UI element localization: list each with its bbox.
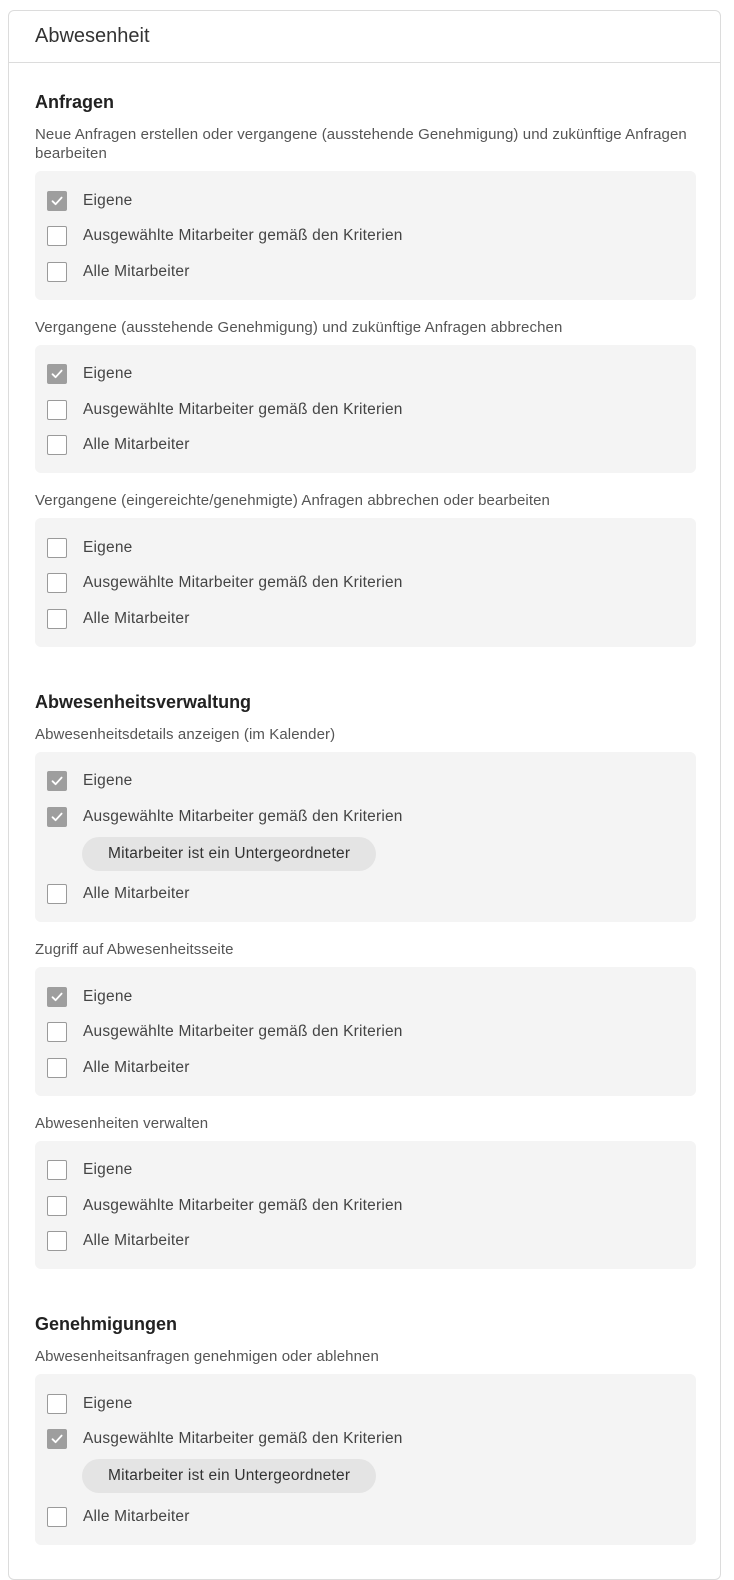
criteria-chip[interactable]: Mitarbeiter ist ein Untergeordneter (82, 1459, 376, 1493)
checkmark-icon (50, 810, 64, 824)
option-label: Ausgewählte Mitarbeiter gemäß den Kriterien (83, 807, 403, 825)
section-title: Genehmigungen (35, 1314, 178, 1334)
option-label: Ausgewählte Mitarbeiter gemäß den Kriterien (83, 400, 403, 418)
checkbox-unchecked[interactable] (47, 226, 67, 246)
permission-option[interactable] (47, 183, 696, 219)
permission-option[interactable] (47, 1224, 696, 1260)
permission-description: Vergangene (eingereichte/genehmigte) Anfragen abbrechen oder bearbeiten (35, 492, 550, 509)
permission-option-group (35, 1374, 696, 1545)
option-label: Alle Mitarbeiter (83, 1058, 190, 1076)
checkbox-unchecked[interactable] (47, 609, 67, 629)
permission-description: Abwesenheitsanfragen genehmigen oder ablehnen (35, 1348, 379, 1365)
checkbox-unchecked[interactable] (47, 538, 67, 558)
checkbox-checked[interactable] (47, 364, 67, 384)
permission-option-group (35, 518, 696, 647)
checkmark-icon (50, 990, 64, 1004)
checkbox-unchecked[interactable] (47, 573, 67, 593)
permission-option[interactable] (47, 428, 696, 464)
option-label: Alle Mitarbeiter (83, 1507, 190, 1525)
option-label: Alle Mitarbeiter (83, 885, 190, 903)
option-label: Ausgewählte Mitarbeiter gemäß den Kriterien (83, 1023, 403, 1041)
permission-option-group (35, 752, 696, 923)
permission-option-group (35, 345, 696, 474)
option-label: Ausgewählte Mitarbeiter gemäß den Kriterien (83, 1430, 403, 1448)
permission-option[interactable] (47, 799, 696, 835)
permission-option[interactable] (47, 254, 696, 290)
checkbox-unchecked[interactable] (47, 262, 67, 282)
permission-option[interactable] (47, 357, 696, 393)
criteria-chip[interactable]: Mitarbeiter ist ein Untergeordneter (82, 837, 376, 871)
checkbox-unchecked[interactable] (47, 1196, 67, 1216)
option-label: Eigene (83, 987, 133, 1005)
permission-option-group (35, 967, 696, 1096)
checkbox-unchecked[interactable] (47, 1507, 67, 1527)
checkmark-icon (50, 194, 64, 208)
option-label: Eigene (83, 1394, 133, 1412)
section-title: Anfragen (35, 92, 115, 112)
option-label: Eigene (83, 538, 133, 556)
permission-option[interactable] (47, 530, 696, 566)
permission-option[interactable] (47, 601, 696, 637)
permission-option[interactable] (47, 1015, 696, 1051)
option-label: Alle Mitarbeiter (83, 436, 190, 454)
permission-option[interactable] (47, 1386, 696, 1422)
checkbox-unchecked[interactable] (47, 400, 67, 420)
permission-option-group (35, 1141, 696, 1270)
option-label: Ausgewählte Mitarbeiter gemäß den Kriterien (83, 227, 403, 245)
checkbox-unchecked[interactable] (47, 1231, 67, 1251)
option-label: Alle Mitarbeiter (83, 609, 190, 627)
permission-option[interactable] (47, 1050, 696, 1086)
permission-option[interactable] (47, 877, 696, 913)
checkbox-unchecked[interactable] (47, 1394, 67, 1414)
option-label: Ausgewählte Mitarbeiter gemäß den Kriterien (83, 1196, 403, 1214)
permission-description: Zugriff auf Abwesenheitsseite (35, 941, 234, 958)
checkbox-checked[interactable] (47, 191, 67, 211)
permission-description: Abwesenheitsdetails anzeigen (im Kalender) (35, 725, 336, 743)
checkmark-icon (50, 367, 64, 381)
option-label: Ausgewählte Mitarbeiter gemäß den Kriterien (83, 574, 403, 592)
option-label: Alle Mitarbeiter (83, 1232, 190, 1250)
option-label: Eigene (83, 191, 133, 209)
checkbox-unchecked[interactable] (47, 1160, 67, 1180)
section-title: Abwesenheitsverwaltung (35, 691, 252, 712)
checkbox-checked[interactable] (47, 987, 67, 1007)
permissions-content (9, 91, 720, 1545)
permission-description: Neue Anfragen erstellen oder vergangene (ausstehende Genehmigung) und zukünftige Anfragen bearbeiten (35, 126, 687, 162)
checkbox-checked[interactable] (47, 771, 67, 791)
permission-option[interactable] (47, 764, 696, 800)
permission-option[interactable] (47, 392, 696, 428)
option-label: Eigene (83, 1161, 133, 1179)
permission-description: Vergangene (ausstehende Genehmigung) und zukünftige Anfragen abbrechen (35, 318, 563, 336)
absence-permissions-card (8, 10, 721, 1580)
checkmark-icon (50, 774, 64, 788)
option-label: Alle Mitarbeiter (83, 262, 190, 280)
permission-option[interactable] (47, 219, 696, 255)
permission-option[interactable] (47, 979, 696, 1015)
permission-option-group (35, 171, 696, 300)
checkbox-checked[interactable] (47, 1429, 67, 1449)
option-label: Eigene (83, 365, 133, 383)
permission-option[interactable] (47, 1422, 696, 1458)
card-title: Abwesenheit (9, 11, 720, 63)
checkbox-unchecked[interactable] (47, 884, 67, 904)
permission-option[interactable] (47, 1153, 696, 1189)
checkmark-icon (50, 1432, 64, 1446)
checkbox-unchecked[interactable] (47, 1022, 67, 1042)
permission-option[interactable] (47, 566, 696, 602)
checkbox-unchecked[interactable] (47, 435, 67, 455)
checkbox-unchecked[interactable] (47, 1058, 67, 1078)
permission-option[interactable] (47, 1499, 696, 1535)
permission-description: Abwesenheiten verwalten (35, 1114, 209, 1132)
permission-option[interactable] (47, 1188, 696, 1224)
option-label: Eigene (83, 772, 133, 790)
checkbox-checked[interactable] (47, 807, 67, 827)
